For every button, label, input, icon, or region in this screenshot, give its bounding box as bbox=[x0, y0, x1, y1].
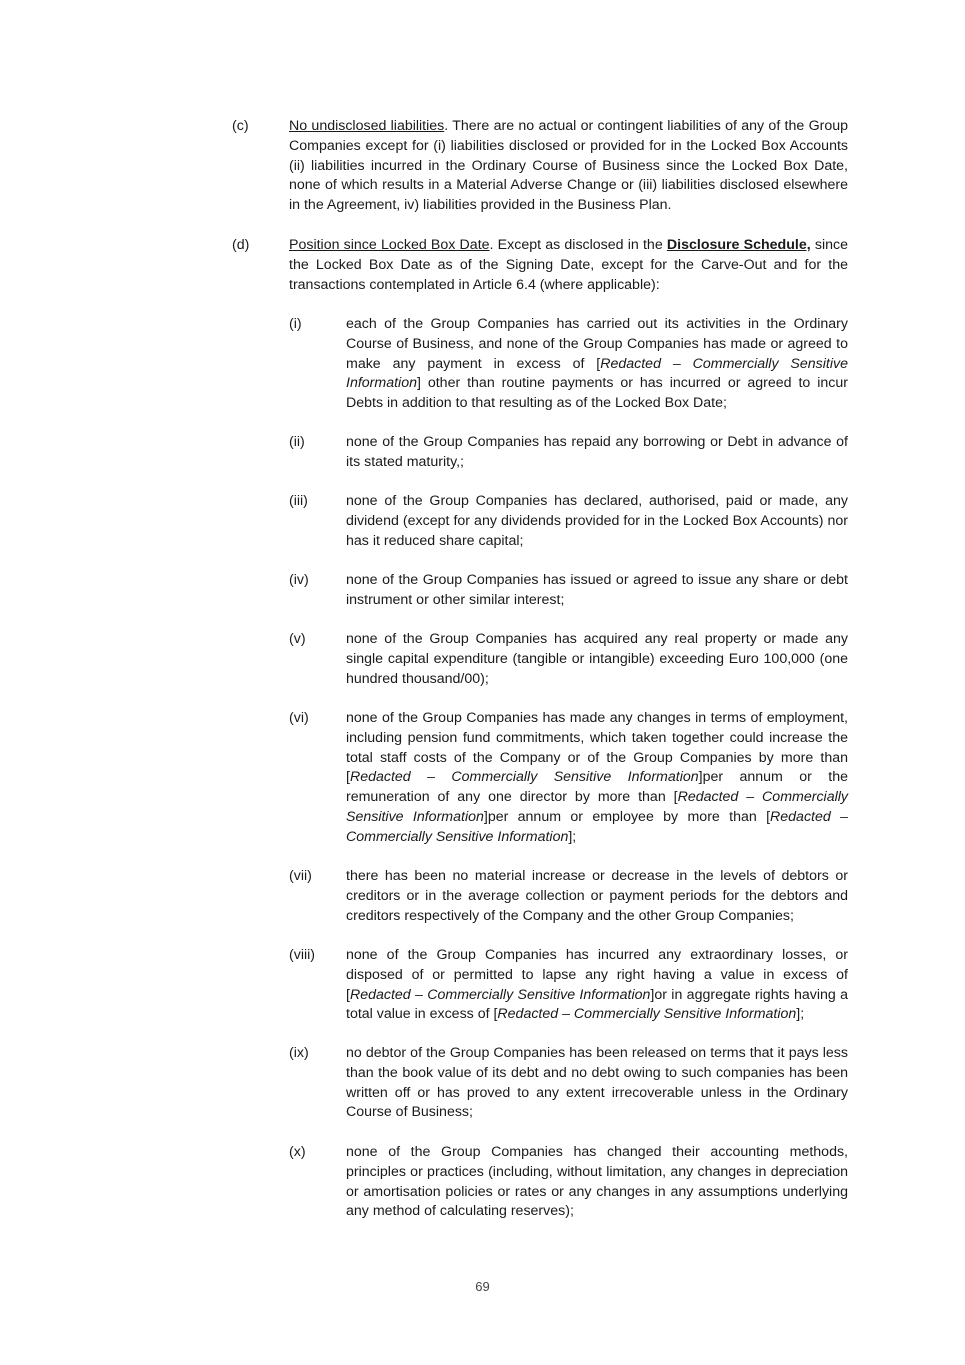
list-item-x bbox=[289, 1143, 848, 1222]
item-text: each of the Group Companies has carried out its activities in the Ordinary Course of Business, and none of the Group Companies has made or agreed to make any payment in excess of [ bbox=[346, 316, 848, 372]
list-item-viii bbox=[289, 946, 848, 1025]
item-body bbox=[346, 709, 848, 848]
clause-heading: No undisclosed liabilities bbox=[289, 118, 445, 134]
clause-text: . Except as disclosed in the bbox=[489, 237, 667, 253]
item-text: ] other than routine payments or has incurred or agreed to incur Debts in addition to that resulting as of the Locked Box Date; bbox=[346, 375, 848, 412]
item-number: (iv) bbox=[289, 572, 309, 588]
item-text: none of the Group Companies has acquired any real property or made any single capital expenditure (tangible or intangible) exceeding Euro 100,000 (one hundred thousand/00); bbox=[346, 631, 848, 687]
list-item-i bbox=[289, 315, 848, 414]
item-text: none of the Group Companies has repaid any borrowing or Debt in advance of its stated maturity,; bbox=[346, 434, 848, 470]
item-number: (ix) bbox=[289, 1045, 309, 1061]
item-text: there has been no material increase or decrease in the levels of debtors or creditors or in the average collection or payment periods for the debtors and creditors respectively of the Company and the other Group Companies; bbox=[346, 868, 848, 924]
list-item-vi bbox=[289, 709, 848, 848]
clause-body bbox=[289, 236, 848, 295]
item-text: none of the Group Companies has declared, authorised, paid or made, any dividend (except for any dividends provided for in the Locked Box Accounts) nor has it reduced share capital; bbox=[346, 493, 848, 549]
redacted-text: Redacted – Commercially Sensitive Information bbox=[346, 355, 848, 392]
item-number: (viii) bbox=[289, 947, 315, 963]
redacted-text: Redacted – Commercially Sensitive Information bbox=[346, 808, 848, 845]
item-text: none of the Group Companies has issued or agreed to issue any share or debt instrument or other similar interest; bbox=[346, 572, 848, 608]
clause-c bbox=[232, 117, 848, 216]
item-text: ]; bbox=[568, 828, 577, 845]
list-item-iv bbox=[289, 571, 848, 611]
item-number: (v) bbox=[289, 631, 306, 647]
disclosure-schedule-reference: Disclosure Schedule, bbox=[666, 237, 811, 253]
list-item-v bbox=[289, 630, 848, 689]
item-body bbox=[346, 315, 848, 414]
list-item-ii bbox=[289, 433, 848, 473]
item-text: ]or in aggregate rights having a total value in excess of [ bbox=[346, 986, 848, 1023]
redacted-text: Redacted – Commercially Sensitive Information bbox=[497, 1006, 797, 1023]
clause-number: (d) bbox=[232, 237, 250, 253]
item-text: none of the Group Companies has changed their accounting methods, principles or practices (including, without limitation, any changes in depreciation or amortisation policies or rates or any changes in any assumptions underlying any method of calculating reserves); bbox=[346, 1144, 848, 1220]
item-text: ]per annum or the remuneration of any one director by more than [ bbox=[346, 769, 848, 806]
item-text: ]per annum or employee by more than [ bbox=[483, 808, 771, 825]
item-body bbox=[346, 946, 848, 1025]
clause-body bbox=[289, 117, 848, 216]
item-number: (vii) bbox=[289, 868, 312, 884]
item-text: none of the Group Companies has incurred any extraordinary losses, or disposed of or permitted to lapse any right having a value in excess of [ bbox=[346, 947, 848, 1003]
page-number: 69 bbox=[475, 1279, 490, 1294]
redacted-text: Redacted – Commercially Sensitive Information bbox=[346, 789, 848, 825]
clause-text: . There are no actual or contingent liabilities of any of the Group Companies except for (i) liabilities disclosed or provided for in the Locked Box Accounts (ii) liabilities incurred in the Ordinary Course of Business since the Locked Box Date, none of which results in a Material Adverse Change or (iii) liabilities disclosed elsewhere in the Agreement, iv) liabilities provided in the Business Plan. bbox=[289, 118, 848, 214]
item-number: (i) bbox=[289, 316, 302, 332]
clause-text: since the Locked Box Date as of the Signing Date, except for the Carve-Out and for the transactions contemplated in Article 6.4 (where applicable): bbox=[289, 237, 848, 293]
redacted-text: Redacted – Commercially Sensitive Information bbox=[349, 986, 651, 1003]
list-item-ix bbox=[289, 1044, 848, 1123]
item-number: (ii) bbox=[289, 434, 305, 450]
list-item-iii bbox=[289, 492, 848, 551]
item-number: (x) bbox=[289, 1144, 306, 1160]
item-number: (iii) bbox=[289, 493, 308, 509]
item-text: no debtor of the Group Companies has been released on terms that it pays less than the book value of its debt and no debt owing to such companies has been written off or has proved to any extent irrecoverable unless in the Ordinary Course of Business; bbox=[346, 1045, 848, 1121]
clause-number: (c) bbox=[232, 118, 249, 134]
item-text: ]; bbox=[796, 1006, 805, 1023]
clause-heading: Position since Locked Box Date bbox=[289, 237, 490, 253]
clause-d bbox=[232, 236, 848, 295]
redacted-text: Redacted – Commercially Sensitive Information bbox=[349, 769, 699, 786]
item-number: (vi) bbox=[289, 710, 309, 726]
list-item-vii bbox=[289, 867, 848, 926]
item-text: none of the Group Companies has made any changes in terms of employment, including pension fund commitments, which taken together could increase the total staff costs of the Company or of the Group Companies by more than [ bbox=[346, 710, 848, 786]
